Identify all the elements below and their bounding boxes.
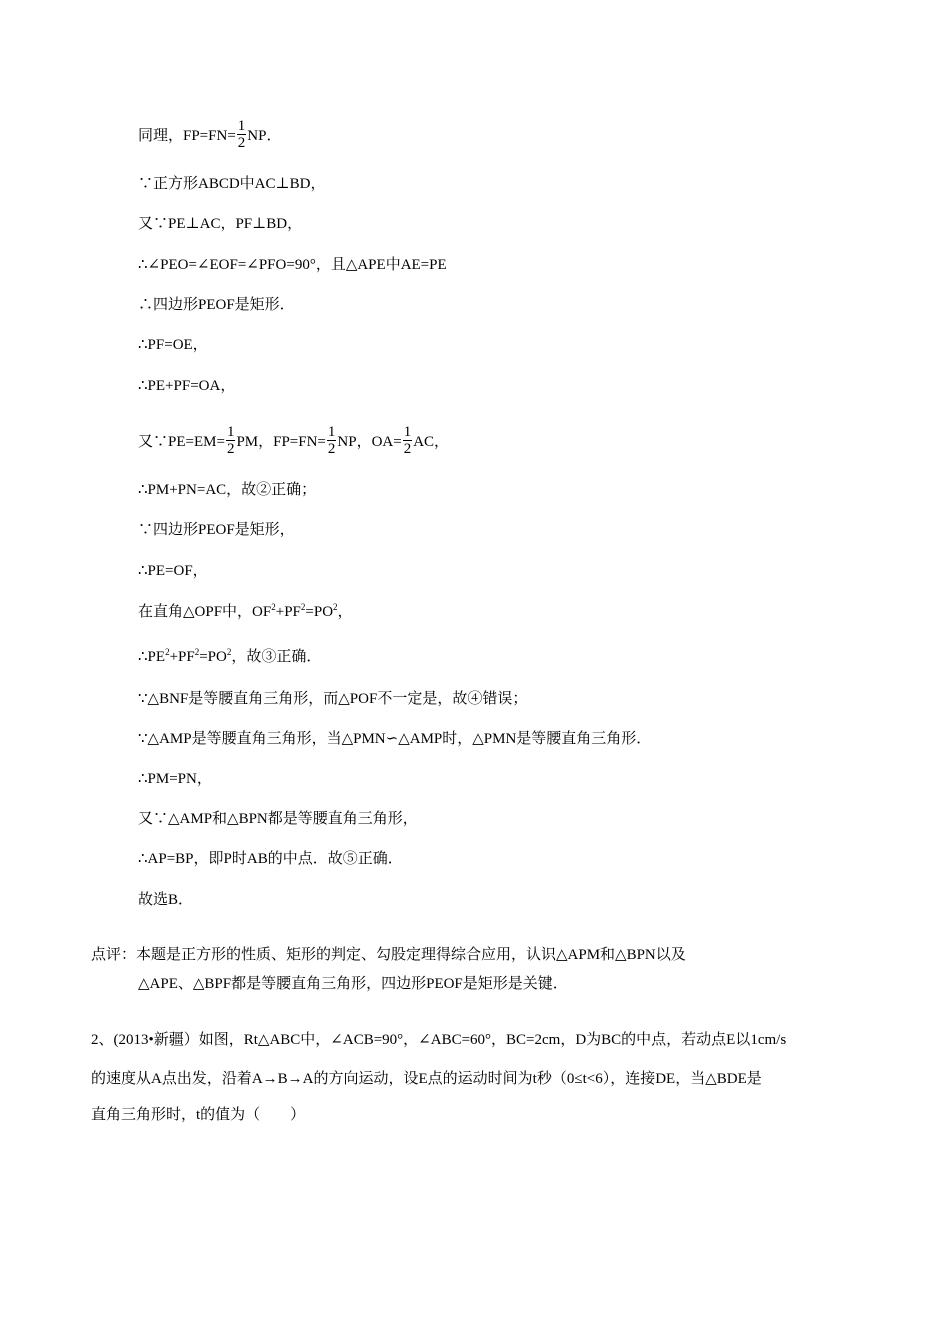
line-3: 又∵PE⊥AC，PF⊥BD， bbox=[138, 216, 303, 232]
comment-line-2: △APE、△BPF都是等腰直角三角形，四边形PEOF是矩形是关键． bbox=[138, 976, 568, 992]
line-11: ∴PE=OF， bbox=[138, 563, 208, 579]
fraction: $\frac{1}{2}$ bbox=[226, 424, 235, 457]
comment-line-1: 点评：本题是正方形的性质、矩形的判定、勾股定理得综合应用，认识△APM和△BPN以及 bbox=[91, 947, 686, 963]
line-6: ∴PF=OE， bbox=[138, 337, 208, 353]
line-2: ∵正方形ABCD中AC⊥BD， bbox=[138, 176, 326, 192]
line-5: ∴四边形PEOF是矩形． bbox=[138, 297, 295, 313]
question-line-2: 的速度从A点出发，沿着A→B→A的方向运动，设E点的运动时间为t秒（0≤t<6），连接DE，当△BDE是 bbox=[91, 1071, 762, 1087]
question-line-1: 2、(2013•新疆）如图，Rt△ABC中，∠ACB=90°，∠ABC=60°，BC=2cm，D为BC的中点，若动点E以1cm/s bbox=[91, 1032, 787, 1048]
line-9: ∴PM+PN=AC，故②正确； bbox=[138, 482, 317, 498]
line-16: ∴PM=PN， bbox=[138, 771, 212, 787]
line-15: ∵△AMP是等腰直角三角形，当△PMN∽△AMP时，△PMN是等腰直角三角形． bbox=[138, 731, 652, 747]
line-13: $\therefore PE^2+PF^2=PO^2$，故③正确． bbox=[138, 647, 322, 665]
line-7: ∴PE+PF=OA， bbox=[138, 378, 236, 394]
line-8: 又∵PE=EM= $\frac{1}{2}$ PM，FP=FN= $\frac{1}{2}$ NP，OA= $\frac{1}{2}$ AC， bbox=[138, 424, 450, 457]
line-17: 又∵△AMP和△BPN都是等腰直角三角形， bbox=[138, 811, 418, 827]
line-19: 故选B． bbox=[138, 892, 194, 908]
line-10: ∵四边形PEOF是矩形， bbox=[138, 522, 295, 538]
fraction: $\frac{1}{2}$ bbox=[403, 424, 412, 457]
line-12: 在直角△OPF中，$OF^2+PF^2=PO^2$， bbox=[138, 602, 353, 620]
line-4: ∴∠PEO=∠EOF=∠PFO=90°，且△APE中AE=PE bbox=[138, 257, 447, 273]
question-line-3: 直角三角形时，t的值为（ ） bbox=[91, 1107, 306, 1123]
line-14: ∵△BNF是等腰直角三角形，而△POF不一定是，故④错误； bbox=[138, 691, 528, 707]
line-1: 同理，FP=FN= $\frac{1}{2}$ NP． bbox=[138, 118, 282, 151]
fraction: $\frac{1}{2}$ bbox=[327, 424, 336, 457]
line-18: ∴AP=BP，即P时AB的中点．故⑤正确． bbox=[138, 851, 403, 867]
fraction: $\frac{1}{2}$ bbox=[237, 118, 246, 151]
